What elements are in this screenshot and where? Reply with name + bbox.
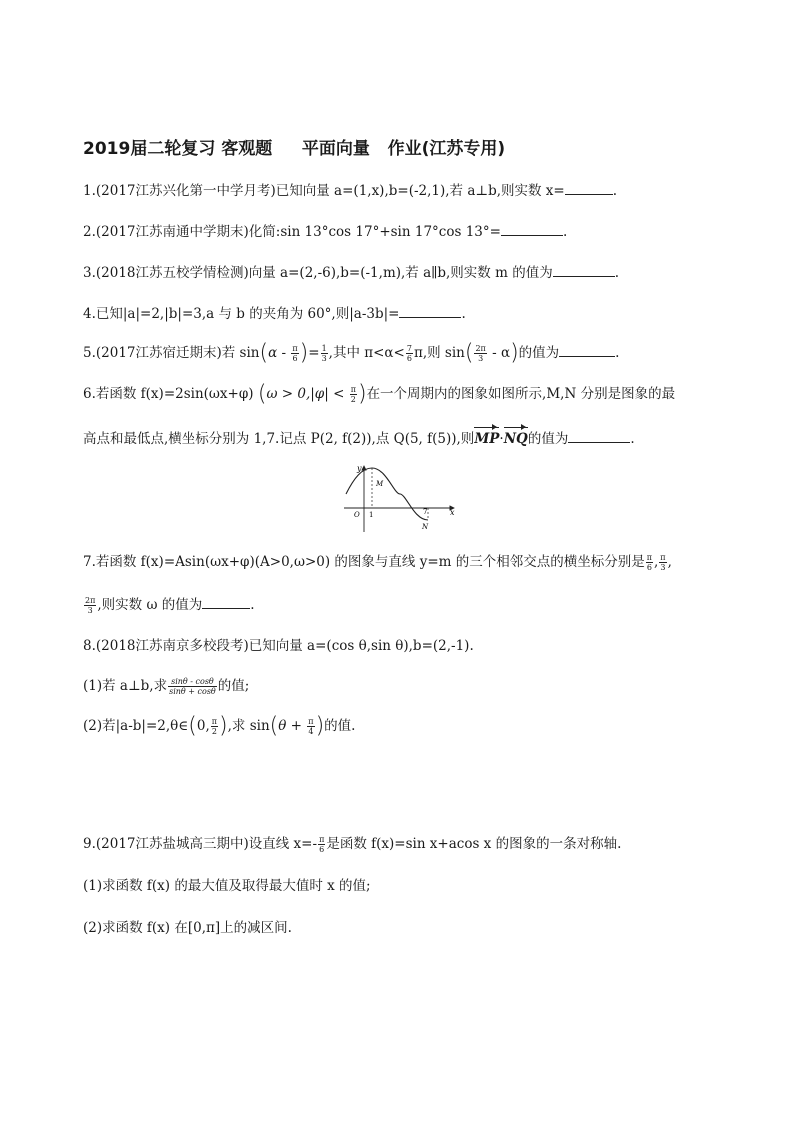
question-8-part-1: (1)若 a⊥b,求 $\frac{\sin\theta - \cos\theta}{\sin\theta + \cos\theta}$ 的值; [83,677,250,696]
fraction: $\frac{\pi}{6}$ [292,344,298,363]
fraction: $\frac{\pi}{4}$ [308,717,314,736]
question-6-line-2: 高点和最低点,横坐标分别为 1,7.记点 P(2, f(2)),点 Q(5, f(5)),则MP·NQ的值为 . [83,428,635,449]
question-9-part-1: (1)求函数 f(x) 的最大值及取得最大值时 x 的值; [83,878,371,894]
question-9-part-2: (2)求函数 f(x) 在[0,π]上的减区间. [83,920,292,936]
fraction: $\frac{2\pi}{3}$ [475,344,486,363]
question-3: 3.(2018江苏五校学情检测)向量 a=(2,-6),b=(-1,m),若 a∥b,则实数 m 的值为 . [83,262,619,283]
answer-blank-1[interactable] [565,180,613,195]
question-6-line-1: 6.若函数 f(x)=2sin(ωx+φ) (ω > 0,|φ| < $\frac{\pi}{2}$ )在一个周期内的图象如图所示,M,N 分别是图象的最 [83,381,676,407]
question-4-text: 4.已知|a|=2,|b|=3,a 与 b 的夹角为 60°,则|a-3b|= [83,306,400,322]
question-4: 4.已知|a|=2,|b|=3,a 与 b 的夹角为 60°,则|a-3b|= . [83,303,466,324]
x-axis-label: x [450,508,455,517]
fraction: $\frac{\pi}{3}$ [660,553,666,572]
question-5: 5.(2017江苏宿迁期末)若 sin(α - $\frac{\pi}{6}$ )= $\frac{1}{3}$ ,其中 π<α< $\frac{7}{6}$ π,则 sin( $\frac{2\pi}{3}$ - α)的值为 . [83,340,620,366]
answer-blank-4[interactable] [399,303,461,318]
answer-blank-7[interactable] [202,594,250,609]
point-n-label: N [422,523,429,531]
fraction: $\frac{\sin\theta - \cos\theta}{\sin\theta + \cos\theta}$ [169,677,216,696]
point-m-label: M [376,480,384,488]
question-2: 2.(2017江苏南通中学期末)化简:sin 13°cos 17°+sin 17°cos 13°= . [83,221,567,242]
question-9-stem: 9.(2017江苏盐城高三期中)设直线 x=- $\frac{\pi}{6}$ 是函数 f(x)=sin x+acos x 的图象的一条对称轴. [83,835,622,854]
fraction: $\frac{2\pi}{3}$ [85,596,96,615]
fraction: $\frac{\pi}{2}$ [350,385,356,404]
y-axis-label: y [357,464,362,473]
answer-blank-6[interactable] [568,428,630,443]
answer-blank-2[interactable] [501,221,563,236]
vector-nq: NQ [503,431,528,447]
fraction: $\frac{7}{6}$ [406,344,412,363]
question-2-text: 2.(2017江苏南通中学期末)化简:sin 13°cos 17°+sin 17°cos 13°= [83,224,501,240]
fraction: $\frac{\pi}{6}$ [646,553,652,572]
question-7-line-1: 7.若函数 f(x)=Asin(ωx+φ)(A>0,ω>0) 的图象与直线 y=m 的三个相邻交点的横坐标分别是 $\frac{\pi}{6}$ , $\frac{\pi}{3}$ , [83,553,672,572]
sine-graph-figure [340,462,460,534]
origin-label: O [354,511,360,519]
answer-blank-3[interactable] [553,262,615,277]
vector-mp: MP [474,431,500,447]
fraction: $\frac{\pi}{6}$ [319,835,325,854]
tick-label-1: 1 [369,511,374,519]
answer-blank-5[interactable] [559,342,615,357]
question-1-text: 1.(2017江苏兴化第一中学月考)已知向量 a=(1,x),b=(-2,1),若 a⊥b,则实数 x= [83,183,565,199]
fraction: $\frac{1}{3}$ [321,344,327,363]
fraction: $\frac{\pi}{2}$ [211,717,218,736]
tick-label-7: 7 [423,508,428,516]
question-8-stem: 8.(2018江苏南京多校段考)已知向量 a=(cos θ,sin θ),b=(2,-1). [83,638,474,654]
question-7-line-2: $\frac{2\pi}{3}$ ,则实数 ω 的值为 . [85,596,255,615]
question-3-text: 3.(2018江苏五校学情检测)向量 a=(2,-6),b=(-1,m),若 a∥b,则实数 m 的值为 [83,265,553,281]
question-1: 1.(2017江苏兴化第一中学月考)已知向量 a=(1,x),b=(-2,1),若 a⊥b,则实数 x= . [83,180,617,201]
question-8-part-2: (2)若|a-b|=2,θ∈(0, $\frac{\pi}{2}$ ),求 sin(θ + $\frac{\pi}{4}$ )的值. [83,713,356,739]
page-title: 2019届二轮复习 客观题 平面向量 作业(江苏专用) [83,139,506,159]
